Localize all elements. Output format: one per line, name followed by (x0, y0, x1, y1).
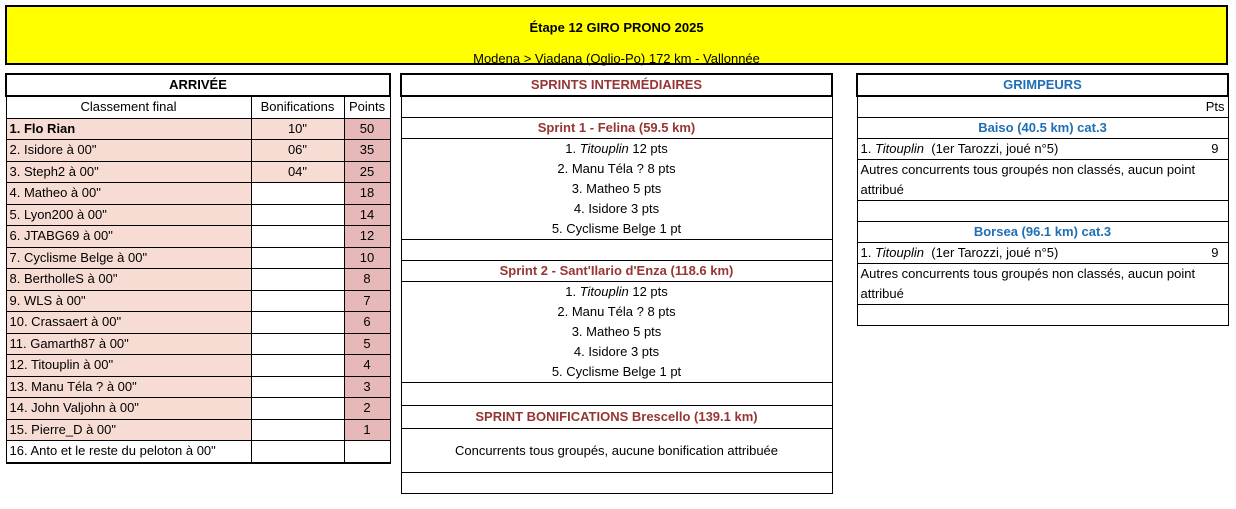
sprint2-rank3: 3. Matheo 5 pts (401, 322, 832, 342)
arrivee-row (6, 376, 390, 398)
sprint1-rank5: 5. Cyclisme Belge 1 pt (401, 219, 832, 240)
arrivee-row (6, 441, 390, 463)
rider-name: Titouplin (874, 245, 924, 260)
arrivee-row (6, 204, 390, 226)
rider-bonification (251, 355, 344, 377)
rider-name: Titouplin (874, 141, 924, 156)
rider-bonification (251, 312, 344, 334)
rider-name: 5. Lyon200 à 00" (6, 204, 251, 226)
arrivee-header: ARRIVÉE (6, 74, 390, 96)
empty-row (401, 473, 832, 494)
stage-title: Étape 12 GIRO PRONO 2025 (529, 20, 704, 35)
rider-pts: 12 pts (632, 141, 668, 156)
climb1-others: Autres concurrents tous groupés non classés, aucun point attribué (857, 160, 1228, 201)
climb1-rank1 (857, 139, 1228, 160)
rider-name: 7. Cyclisme Belge à 00" (6, 247, 251, 269)
climb2-others: Autres concurrents tous groupés non classés, aucun point attribué (857, 264, 1228, 305)
bonif-sprint-title: SPRINT BONIFICATIONS Brescello (139.1 km) (401, 406, 832, 429)
rider-name: 1. Flo Rian (6, 118, 251, 140)
rider-pts: 12 pts (632, 284, 668, 299)
rider-points: 35 (344, 140, 390, 162)
stage-banner (5, 5, 1228, 65)
rank-num: 1. (860, 245, 872, 260)
rider-name: Titouplin (579, 141, 629, 156)
rider-bonification (251, 441, 344, 463)
rider-bonification (251, 226, 344, 248)
rider-name: 6. JTABG69 à 00" (6, 226, 251, 248)
rider-name: 11. Gamarth87 à 00" (6, 333, 251, 355)
rider-bonification (251, 290, 344, 312)
arrivee-row (6, 183, 390, 205)
rider-name: 2. Isidore à 00" (6, 140, 251, 162)
sprint2-title: Sprint 2 - Sant'Ilario d'Enza (118.6 km) (401, 261, 832, 282)
rider-name: 14. John Valjohn à 00" (6, 398, 251, 420)
empty-row (857, 305, 1228, 326)
sprint1-rank3: 3. Matheo 5 pts (401, 179, 832, 199)
arrivee-row (6, 312, 390, 334)
rider-bonification (251, 376, 344, 398)
rider-bonification (251, 183, 344, 205)
grimpeurs-header: GRIMPEURS (857, 74, 1228, 96)
rider-points: 4 (344, 355, 390, 377)
rider-points: 14 (344, 204, 390, 226)
climb1-title: Baiso (40.5 km) cat.3 (857, 118, 1228, 139)
rider-name: 8. BertholleS à 00" (6, 269, 251, 291)
rider-points (344, 441, 390, 463)
rider-name: 4. Matheo à 00" (6, 183, 251, 205)
sprint2-rank2: 2. Manu Téla ? 8 pts (401, 302, 832, 322)
arrivee-row (6, 419, 390, 441)
rider-note: (1er Tarozzi, joué n°5) (931, 141, 1059, 156)
climb2-title: Borsea (96.1 km) cat.3 (857, 222, 1228, 243)
arrivee-row (6, 226, 390, 248)
arrivee-row (6, 398, 390, 420)
rider-points: 7 (344, 290, 390, 312)
rider-name: 10. Crassaert à 00" (6, 312, 251, 334)
rider-bonification (251, 247, 344, 269)
arrivee-row (6, 247, 390, 269)
sprints-header: SPRINTS INTERMÉDIAIRES (401, 74, 832, 96)
rider-bonification: 06" (251, 140, 344, 162)
rider-points: 5 (344, 333, 390, 355)
empty-row (401, 96, 832, 118)
rider-points: 50 (344, 118, 390, 140)
climb2-rank1 (857, 243, 1228, 264)
col-classement: Classement final (6, 96, 251, 118)
empty-row (401, 383, 832, 406)
arrivee-row (6, 355, 390, 377)
rider-points: 25 (344, 161, 390, 183)
sprint1-rank2: 2. Manu Téla ? 8 pts (401, 159, 832, 179)
rider-name: 3. Steph2 à 00" (6, 161, 251, 183)
rider-name: 16. Anto et le reste du peloton à 00" (6, 441, 251, 463)
rider-points: 1 (344, 419, 390, 441)
sprint2-rank4: 4. Isidore 3 pts (401, 342, 832, 362)
rank-num: 1. (565, 284, 577, 299)
rider-points: 8 (344, 269, 390, 291)
rider-bonification (251, 398, 344, 420)
rider-bonification (251, 204, 344, 226)
rank-num: 1. (860, 141, 872, 156)
rider-name: Titouplin (579, 284, 629, 299)
arrivee-row (6, 140, 390, 162)
rider-name: 13. Manu Téla ? à 00" (6, 376, 251, 398)
stage-subtitle: Modena > Viadana (Oglio-Po) 172 km - Vallonnée (473, 51, 760, 66)
sprints-table (400, 73, 833, 494)
sprint2-rank1 (401, 282, 832, 303)
empty-row (857, 201, 1228, 222)
rider-points: 3 (344, 376, 390, 398)
rider-bonification: 04" (251, 161, 344, 183)
sprint2-rank5: 5. Cyclisme Belge 1 pt (401, 362, 832, 383)
rider-points: 10 (344, 247, 390, 269)
arrivee-row (6, 269, 390, 291)
grimpeurs-table (856, 73, 1229, 326)
arrivee-row (6, 290, 390, 312)
rider-name: 12. Titouplin à 00" (6, 355, 251, 377)
rider-bonification (251, 419, 344, 441)
rider-name: 9. WLS à 00" (6, 290, 251, 312)
rank-num: 1. (565, 141, 577, 156)
rider-bonification: 10" (251, 118, 344, 140)
sprint1-rank4: 4. Isidore 3 pts (401, 199, 832, 219)
rider-note: (1er Tarozzi, joué n°5) (931, 245, 1059, 260)
rider-pts: 9 (1211, 245, 1219, 260)
arrivee-row (6, 161, 390, 183)
col-bonifications: Bonifications (251, 96, 344, 118)
rider-points: 6 (344, 312, 390, 334)
rider-pts: 9 (1211, 141, 1219, 156)
col-points: Points (344, 96, 390, 118)
empty-row (401, 240, 832, 261)
sprint1-title: Sprint 1 - Felina (59.5 km) (401, 118, 832, 139)
arrivee-row (6, 118, 390, 140)
sprint1-rank1 (401, 139, 832, 160)
arrivee-table (5, 73, 391, 464)
rider-points: 18 (344, 183, 390, 205)
rider-points: 12 (344, 226, 390, 248)
rider-bonification (251, 269, 344, 291)
bonif-sprint-text: Concurrents tous groupés, aucune bonification attribuée (401, 429, 832, 473)
pts-label: Pts (857, 96, 1228, 118)
rider-bonification (251, 333, 344, 355)
rider-name: 15. Pierre_D à 00" (6, 419, 251, 441)
arrivee-row (6, 333, 390, 355)
rider-points: 2 (344, 398, 390, 420)
